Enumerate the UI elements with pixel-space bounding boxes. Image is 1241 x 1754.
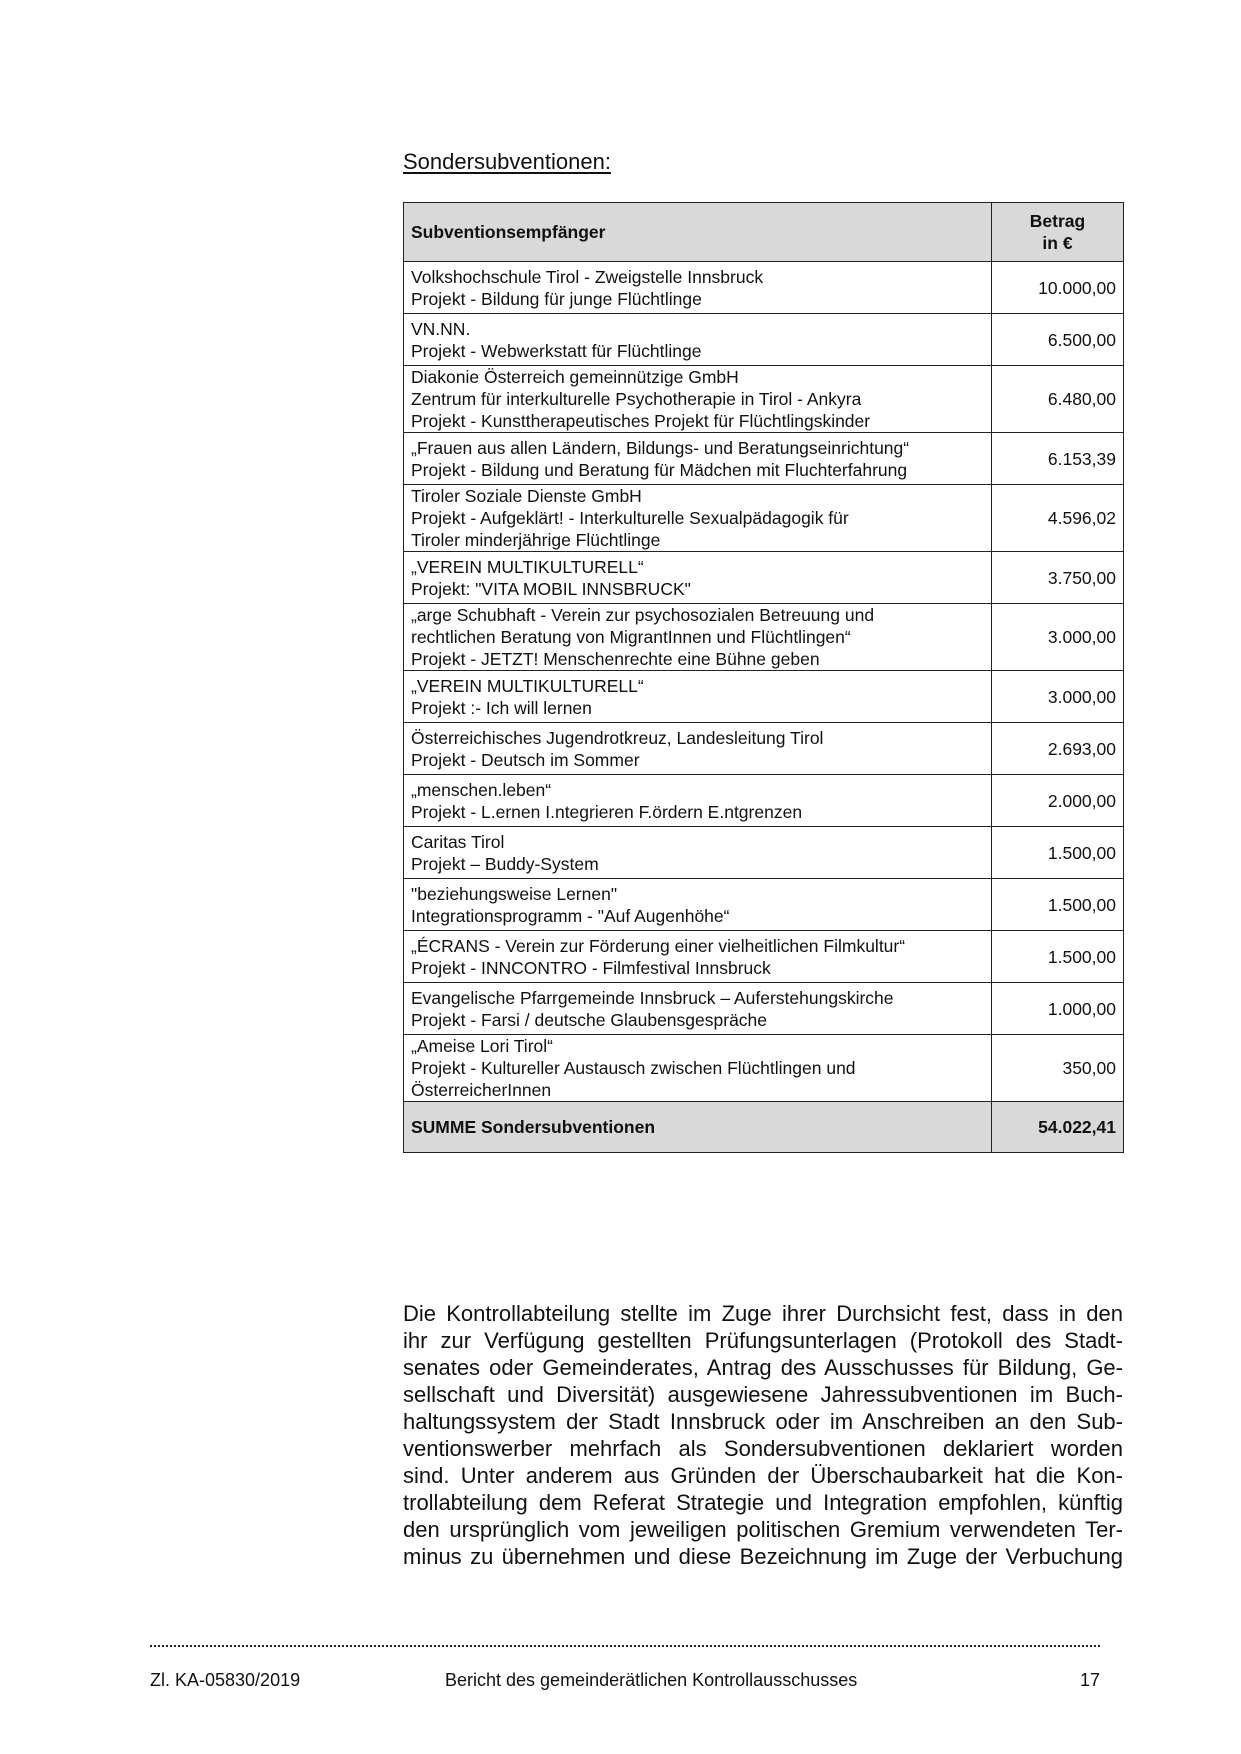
recipient-line: Tiroler minderjährige Flüchtlinge: [411, 530, 661, 550]
recipient-line: Projekt - Farsi / deutsche Glaubensgespräche: [411, 1009, 768, 1030]
amount-cell: 3.000,00: [992, 604, 1124, 671]
recipient-line: Evangelische Pfarrgemeinde Innsbruck – Auferstehungskirche: [411, 987, 894, 1008]
amount-cell: 2.693,00: [992, 723, 1124, 775]
recipient-line: Projekt :- Ich will lernen: [411, 697, 592, 718]
recipient-line: Projekt - Bildung und Beratung für Mädchen mit Fluchterfahrung: [411, 459, 908, 480]
recipient-line: Projekt – Buddy-System: [411, 853, 599, 874]
recipient-line: „arge Schubhaft - Verein zur psychosozialen Betreuung und: [411, 605, 875, 625]
table-row: [404, 485, 1124, 552]
section-title: Sondersubventionen:: [403, 149, 611, 174]
total-row: [404, 1102, 1124, 1153]
footer-divider: [150, 1645, 1100, 1647]
footer-title: Bericht des gemeinderätlichen Kontrollausschusses: [445, 1670, 858, 1690]
table-row: [404, 879, 1124, 931]
amount-cell: 1.500,00: [992, 827, 1124, 879]
recipient-line: ÖsterreicherInnen: [411, 1080, 552, 1100]
amount-cell: 2.000,00: [992, 775, 1124, 827]
recipient-line: Caritas Tirol: [411, 831, 505, 852]
table-row: [404, 671, 1124, 723]
recipient-line: Projekt: "VITA MOBIL INNSBRUCK": [411, 578, 691, 599]
recipient-line: „Ameise Lori Tirol“: [411, 1036, 553, 1056]
body-text-line: senates oder Gemeinderates, Antrag des Ausschusses für Bildung, Ge-: [403, 1355, 1123, 1380]
recipient-line: Projekt - INNCONTRO - Filmfestival Innsbruck: [411, 957, 771, 978]
recipient-cell: [404, 775, 992, 827]
table-row: [404, 366, 1124, 433]
amount-cell: 350,00: [992, 1035, 1124, 1102]
recipient-cell: [404, 723, 992, 775]
table-row: [404, 983, 1124, 1035]
table-row: [404, 552, 1124, 604]
recipient-line: Projekt - Webwerkstatt für Flüchtlinge: [411, 340, 702, 361]
body-text-line: minus zu übernehmen und diese Bezeichnung im Zuge der Verbuchung: [403, 1544, 1123, 1569]
amount-cell: 6.153,39: [992, 433, 1124, 485]
table-row: [404, 723, 1124, 775]
recipient-cell: [404, 827, 992, 879]
amount-cell: 3.750,00: [992, 552, 1124, 604]
recipient-line: Projekt - JETZT! Menschenrechte eine Bühne geben: [411, 649, 820, 669]
amount-cell: 1.000,00: [992, 983, 1124, 1035]
body-paragraph: [403, 1300, 1123, 1570]
recipient-line: „menschen.leben“: [411, 779, 552, 800]
recipient-cell: [404, 552, 992, 604]
body-text-line: den ursprünglich vom jeweiligen politischen Gremium verwendeten Ter-: [403, 1517, 1123, 1542]
recipient-cell: [404, 604, 992, 671]
column-header-amount-line2: in €: [1042, 233, 1073, 253]
footer-reference: Zl. KA-05830/2019: [150, 1670, 301, 1690]
column-header-recipient: Subventionsempfänger: [404, 203, 992, 262]
amount-cell: 6.500,00: [992, 314, 1124, 366]
table-row: [404, 314, 1124, 366]
recipient-cell: [404, 366, 992, 433]
recipient-line: Projekt - Aufgeklärt! - Interkulturelle Sexualpädagogik für: [411, 508, 849, 528]
recipient-line: Diakonie Österreich gemeinnützige GmbH: [411, 367, 739, 387]
amount-cell: 6.480,00: [992, 366, 1124, 433]
recipient-cell: [404, 485, 992, 552]
recipient-line: „VEREIN MULTIKULTURELL“: [411, 556, 644, 577]
amount-cell: 10.000,00: [992, 262, 1124, 314]
table-row: [404, 1035, 1124, 1102]
amount-cell: 4.596,02: [992, 485, 1124, 552]
total-label: SUMME Sondersubventionen: [404, 1102, 992, 1153]
recipient-line: Projekt - Bildung für junge Flüchtlinge: [411, 288, 702, 309]
body-text-line: trollabteilung dem Referat Strategie und Integration empfohlen, künftig: [403, 1490, 1123, 1515]
recipient-line: Projekt - Kunsttherapeutisches Projekt für Flüchtlingskinder: [411, 411, 871, 431]
recipient-cell: [404, 983, 992, 1035]
recipient-line: Integrationsprogramm - "Auf Augenhöhe“: [411, 905, 730, 926]
amount-cell: 1.500,00: [992, 931, 1124, 983]
recipient-cell: [404, 1035, 992, 1102]
table-row: [404, 604, 1124, 671]
recipient-cell: [404, 314, 992, 366]
recipient-cell: [404, 931, 992, 983]
recipient-line: „ÉCRANS - Verein zur Förderung einer vielheitlichen Filmkultur“: [411, 935, 906, 956]
recipient-cell: [404, 671, 992, 723]
recipient-line: „Frauen aus allen Ländern, Bildungs- und Beratungseinrichtung“: [411, 437, 910, 458]
body-text-line: ventionswerber mehrfach als Sondersubventionen deklariert worden: [403, 1436, 1123, 1461]
column-header-amount: [992, 203, 1124, 262]
body-text-line: ihr zur Verfügung gestellten Prüfungsunterlagen (Protokoll des Stadt-: [403, 1328, 1123, 1353]
table-header-row: [404, 203, 1124, 262]
column-header-amount-line1: Betrag: [1029, 211, 1086, 231]
recipient-line: Projekt - Deutsch im Sommer: [411, 749, 640, 770]
table-row: [404, 262, 1124, 314]
recipient-line: VN.NN.: [411, 318, 471, 339]
recipient-line: rechtlichen Beratung von MigrantInnen und Flüchtlingen“: [411, 627, 851, 647]
recipient-cell: [404, 262, 992, 314]
body-text-line: sind. Unter anderem aus Gründen der Überschaubarkeit hat die Kon-: [403, 1463, 1123, 1488]
table-row: [404, 433, 1124, 485]
recipient-cell: [404, 433, 992, 485]
page-footer: [150, 1670, 1100, 1694]
recipient-line: "beziehungsweise Lernen": [411, 883, 618, 904]
body-text-line: haltungssystem der Stadt Innsbruck oder im Anschreiben an den Sub-: [403, 1409, 1123, 1434]
body-text-line: sellschaft und Diversität) ausgewiesene Jahressubventionen im Buch-: [403, 1382, 1123, 1407]
recipient-line: Projekt - L.ernen I.ntegrieren F.ördern E.ntgrenzen: [411, 801, 803, 822]
recipient-line: Tiroler Soziale Dienste GmbH: [411, 486, 642, 506]
recipient-cell: [404, 879, 992, 931]
table-row: [404, 931, 1124, 983]
recipient-line: Österreichisches Jugendrotkreuz, Landesleitung Tirol: [411, 727, 824, 748]
amount-cell: 1.500,00: [992, 879, 1124, 931]
table-row: [404, 827, 1124, 879]
recipient-line: Volkshochschule Tirol - Zweigstelle Innsbruck: [411, 266, 764, 287]
recipient-line: Zentrum für interkulturelle Psychotherapie in Tirol - Ankyra: [411, 389, 862, 409]
page-number: 17: [1079, 1670, 1100, 1690]
amount-cell: 3.000,00: [992, 671, 1124, 723]
table-body: [404, 262, 1124, 1102]
recipient-line: Projekt - Kultureller Austausch zwischen Flüchtlingen und: [411, 1058, 856, 1078]
recipient-line: „VEREIN MULTIKULTURELL“: [411, 675, 644, 696]
body-text-line: Die Kontrollabteilung stellte im Zuge ihrer Durchsicht fest, dass in den: [403, 1301, 1123, 1326]
total-amount: 54.022,41: [992, 1102, 1124, 1153]
subsidies-table: [403, 202, 1124, 1153]
table-row: [404, 775, 1124, 827]
